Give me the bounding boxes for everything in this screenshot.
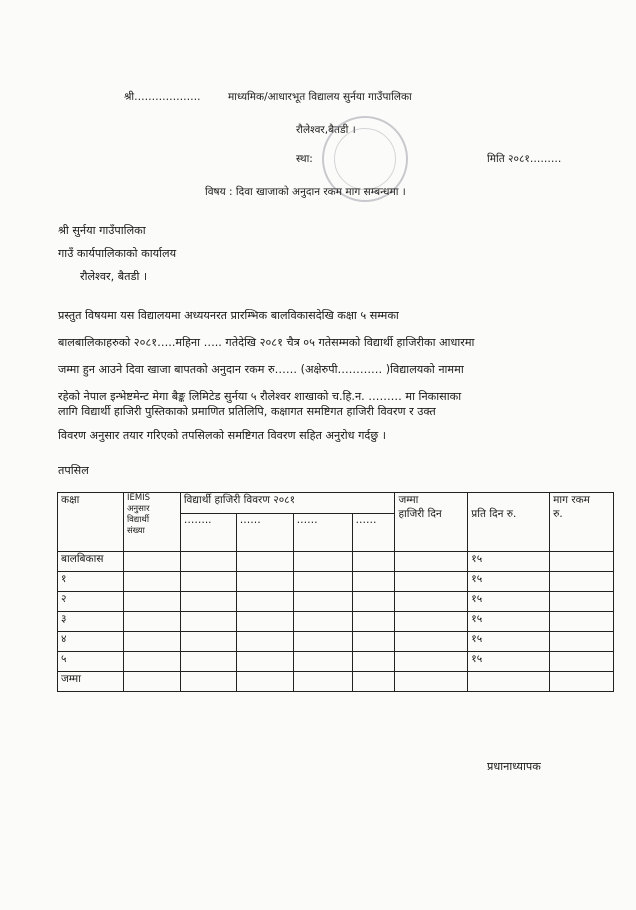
row-class: ५ (58, 652, 124, 672)
header-total-days: जम्मा हाजिरी दिन (395, 493, 468, 552)
row-class: २ (58, 592, 124, 612)
header-class: कक्षा (58, 493, 124, 552)
table-total-row (58, 672, 614, 692)
recipient-line-2: गाउँ कार्यपालिकाको कार्यालय (58, 247, 177, 260)
row-rate: १५ (468, 552, 550, 572)
row-rate: १५ (468, 612, 550, 632)
attendance-table (57, 492, 614, 692)
row-rate: १५ (468, 652, 550, 672)
school-name: माध्यमिक/आधारभूत विद्यालय सुर्नया गाउँपालिका (228, 91, 412, 103)
table-row (58, 592, 614, 612)
row-rate: १५ (468, 572, 550, 592)
header-month-2: …… (236, 514, 293, 552)
header-attendance: विद्यार्थी हाजिरी विवरण २०८१ (180, 493, 395, 514)
row-rate: १५ (468, 632, 550, 652)
header-month-3: …… (293, 514, 352, 552)
row-class: जम्मा (58, 672, 124, 692)
row-class: ४ (58, 632, 124, 652)
body-line-2: बालबालिकाहरुको २०८१…..महिना ….. गतेदेखि २०८१ चैत्र ०५ गतेसम्मको विद्यार्थी हाजिरीका आधारमा (58, 336, 475, 349)
date-label: मिति २०८१……… (487, 153, 562, 165)
table-row (58, 612, 614, 632)
recipient-line-1: श्री सुर्नया गाउँपालिका (58, 224, 146, 237)
row-class: बालबिकास (58, 552, 124, 572)
place-label: स्था: (296, 153, 313, 165)
header-demand: माग रकम रु. (550, 493, 614, 552)
row-rate: १५ (468, 592, 550, 612)
table-header-row-1 (58, 493, 614, 514)
body-line-5: लागि विद्यार्थी हाजिरी पुस्तिकाको प्रमाणित प्रतिलिपि, कक्षागत समष्टिगत हाजिरी विवरण र उक्त (58, 405, 436, 418)
body-line-4: रहेको नेपाल इन्भेष्टमेन्ट मेगा बैङ्क लिमिटेड सुर्नया ५ रौलेश्वर शाखाको च.हि.न. ……… मा निकासाका (58, 390, 462, 403)
subject-line: विषय : दिवा खाजाको अनुदान रकम माग सम्बन्धमा । (205, 186, 406, 198)
header-month-1: …….. (180, 514, 236, 552)
signature-title: प्रधानाध्यापक (487, 760, 541, 773)
table-row (58, 572, 614, 592)
body-line-1: प्रस्तुत विषयमा यस विद्यालयमा अध्ययनरत प्रारम्भिक बालविकासदेखि कक्षा ५ सम्मका (58, 309, 399, 322)
header-per-day: प्रति दिन रु. (468, 493, 550, 552)
row-class: १ (58, 572, 124, 592)
school-address: रौलेश्वर,बैतडी । (296, 124, 356, 136)
table-row (58, 652, 614, 672)
body-line-6: विवरण अनुसार तयार गरिएको तपसिलको समष्टिगत विवरण सहित अनुरोध गर्दछु । (58, 429, 386, 442)
header-month-4: …… (352, 514, 395, 552)
recipient-line-3: रौलेश्वर, बैतडी । (80, 270, 148, 283)
row-class: ३ (58, 612, 124, 632)
table-row (58, 552, 614, 572)
tapsil-heading: तपसिल (58, 464, 89, 477)
body-line-3: जम्मा हुन आउने दिवा खाजा बापतको अनुदान रकम रु…… (अक्षेरुपी………… )विद्यालयको नाममा (58, 363, 464, 376)
row-rate (468, 672, 550, 692)
table-row (58, 632, 614, 652)
header-iemis: IEMIS अनुसार विद्यार्थी संख्या (123, 493, 180, 552)
shri-line: श्री………………. (124, 91, 201, 103)
